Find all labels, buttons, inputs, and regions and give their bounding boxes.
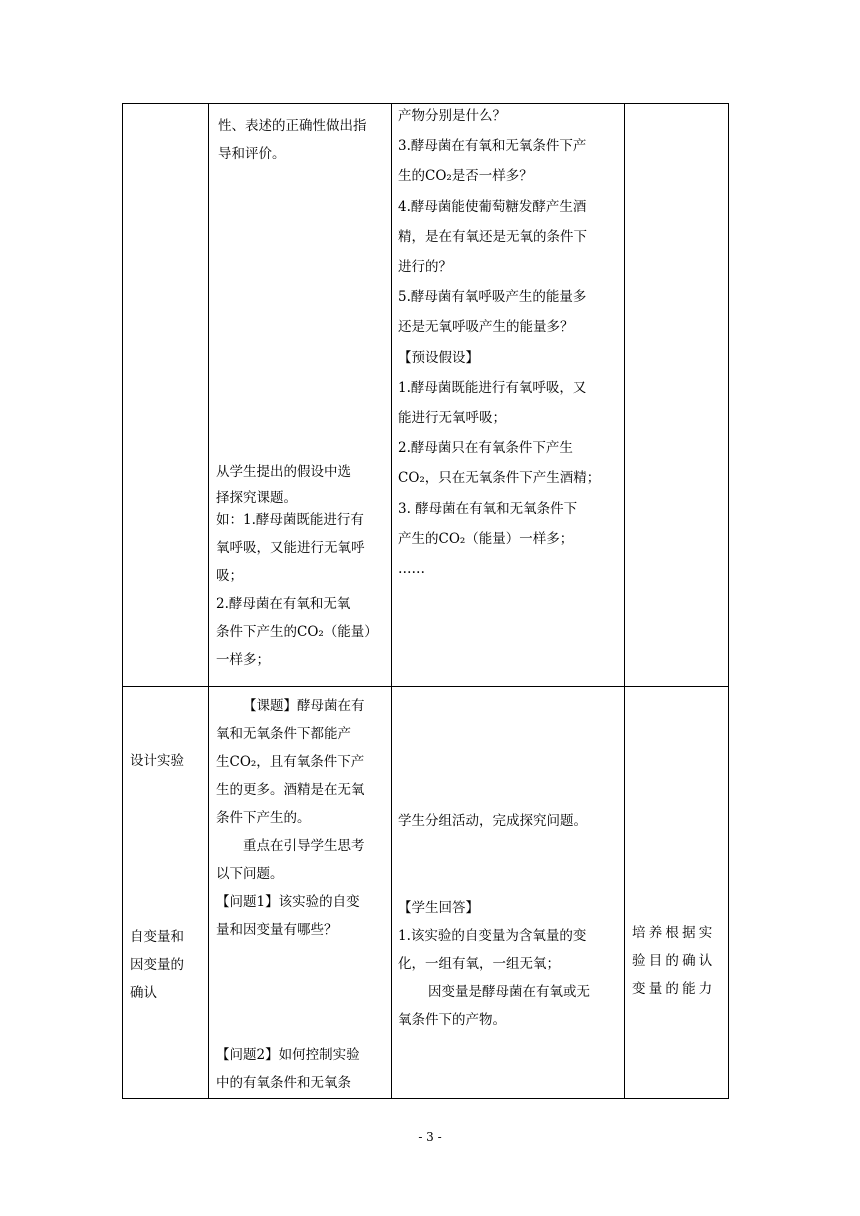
text-line: 择探究课题。 — [216, 490, 297, 506]
text-line: 验目的确认 — [632, 953, 716, 969]
text-line: 培养根据实 — [632, 925, 716, 941]
section2-col1-title — [130, 747, 184, 775]
section2-col1-sub — [130, 923, 184, 1007]
text-line: 因变量的 — [130, 957, 184, 973]
table-border-col3 — [624, 103, 625, 1099]
text-line: 【学生回答】 — [398, 900, 479, 916]
section1-col2-bottom-cont — [216, 488, 297, 508]
section2-col2-question2 — [216, 1041, 360, 1097]
text-line: 4.酵母菌能使葡萄糖发酵产生酒 — [398, 198, 587, 215]
text-line: 生的CO₂是否一样多？ — [398, 168, 533, 185]
text-line: 条件下产生的CO₂（能量） — [216, 624, 378, 640]
text-line: 确认 — [130, 985, 157, 1001]
text-line: 生的更多。酒精是在无氧 — [216, 782, 365, 798]
text-line: 重点在引导学生思考 — [243, 838, 365, 854]
text-line: 【问题2】如何控制实验 — [216, 1047, 360, 1063]
text-line: 导和评价。 — [218, 146, 286, 162]
text-line: 性、表述的正确性做出指 — [218, 118, 367, 134]
text-line: 还是无氧呼吸产生的能量多？ — [398, 319, 574, 336]
text-line: 【课题】酵母菌在有 — [243, 698, 365, 714]
text-line: 从学生提出的假设中选 — [216, 464, 351, 480]
text-line: 吸； — [216, 568, 243, 584]
text-line: 自变量和 — [130, 929, 184, 945]
section1-col2-bottom — [216, 458, 351, 486]
text-line: 量和因变量有哪些？ — [216, 922, 338, 938]
text-line: 氧条件下的产物。 — [398, 1012, 506, 1028]
section1-col2-top — [218, 112, 367, 168]
section2-col4 — [632, 919, 716, 1003]
text-line: 中的有氧条件和无氧条 — [216, 1075, 351, 1091]
text-line: 氧和无氧条件下都能产 — [216, 726, 351, 742]
text-line: 因变量是酵母菌在有氧或无 — [428, 984, 590, 1000]
table-border-right — [728, 103, 729, 1099]
text-line: 一样多； — [216, 652, 270, 668]
section1-col2-examples — [216, 506, 378, 674]
text-line: 【预设假设】 — [398, 349, 479, 366]
text-line: 氧呼吸，又能进行无氧呼 — [216, 540, 365, 556]
text-line: 生CO₂，且有氧条件下产 — [216, 754, 365, 770]
text-line: 以下问题。 — [216, 866, 284, 882]
section2-col3-activity — [398, 807, 587, 835]
section2-col2 — [216, 692, 365, 944]
section2-col3-answer — [398, 894, 590, 1034]
text-line: 化，一组有氧，一组无氧； — [398, 956, 560, 972]
text-line: …… — [398, 561, 425, 578]
text-line: 1.酵母菌既能进行有氧呼吸，又 — [398, 379, 587, 396]
text-line: 3. 酵母菌在有氧和无氧条件下 — [398, 500, 578, 517]
text-line: 5.酵母菌有氧呼吸产生的能量多 — [398, 289, 587, 306]
section-title: 设计实验 — [130, 753, 184, 769]
text-line: 能进行无氧呼吸； — [398, 410, 506, 427]
text-line: 1.该实验的自变量为含氧量的变 — [398, 928, 587, 944]
table-border-bottom — [122, 1098, 729, 1099]
table-border-left — [122, 103, 123, 1099]
text-line: 产生的CO₂（能量）一样多； — [398, 530, 574, 547]
page-number: - 3 - — [418, 1130, 442, 1144]
text-line: 精，是在有氧还是无氧的条件下 — [398, 228, 587, 245]
table-border-col2 — [391, 103, 392, 1099]
table-border-col1 — [208, 103, 209, 1099]
table-row-divider — [122, 686, 729, 687]
text-line: 变量的能力 — [632, 981, 716, 997]
text-line: 如：1.酵母菌既能进行有 — [216, 512, 364, 528]
text-line: 2.酵母菌只在有氧条件下产生 — [398, 440, 573, 457]
text-line: 产物分别是什么？ — [398, 108, 506, 124]
text-line: 2.酵母菌在有氧和无氧 — [216, 596, 351, 612]
text-line: CO₂，只在无氧条件下产生酒精； — [398, 470, 601, 487]
section1-col3 — [398, 101, 600, 584]
text-line: 条件下产生的。 — [216, 810, 311, 826]
text-line: 3.酵母菌在有氧和无氧条件下产 — [398, 138, 587, 155]
text-line: 学生分组活动，完成探究问题。 — [398, 813, 587, 829]
text-line: 进行的？ — [398, 259, 452, 276]
text-line: 【问题1】该实验的自变 — [216, 894, 360, 910]
